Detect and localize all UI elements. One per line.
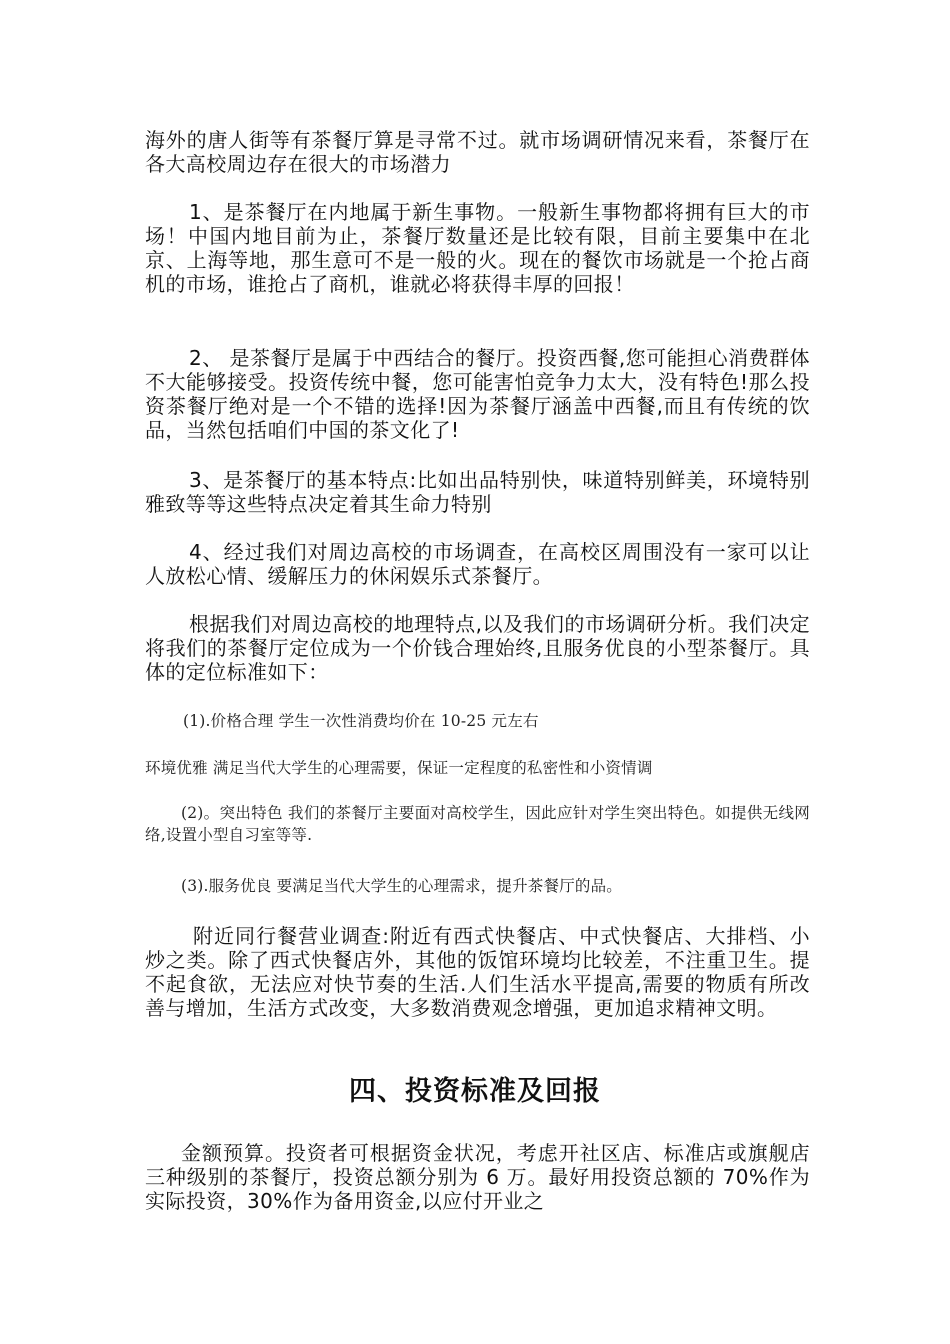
paragraph-point-3: 3、是茶餐厅的基本特点:比如出品特别快，味道特别鲜美，环境特别雅致等等这些特点决定着其生命力特别 [145,468,810,516]
paragraph-intro: 海外的唐人街等有茶餐厅算是寻常不过。就市场调研情况来看，茶餐厅在各大高校周边存在很大的市场潜力 [145,128,810,176]
paragraph-point-2: 2、 是茶餐厅是属于中西结合的餐厅。投资西餐,您可能担心消费群体不大能够接受。投资传统中餐，您可能害怕竞争力太大，没有特色!那么投资茶餐厅绝对是一个不错的选择!因为茶餐厅涵盖中西餐,而且有传统的饮品，当然包括咱们中国的茶文化了! [145,346,810,442]
standard-service: (3).服务优良 要满足当代大学生的心理需求，提升茶餐厅的品。 [181,877,623,895]
paragraph-positioning: 根据我们对周边高校的地理特点,以及我们的市场调研分析。我们决定将我们的茶餐厅定位成为一个价钱合理始终,且服务优良的小型茶餐厅。具体的定位标准如下： [145,612,810,684]
standard-feature: (2)。突出特色 我们的茶餐厅主要面对高校学生，因此应针对学生突出特色。如提供无线网络,设置小型自习室等等. [145,804,810,844]
paragraph-point-4: 4、经过我们对周边高校的市场调查，在高校区周围没有一家可以让人放松心情、缓解压力的休闲娱乐式茶餐厅。 [145,540,810,588]
paragraph-budget: 金额预算。投资者可根据资金状况，考虑开社区店、标准店或旗舰店三种级别的茶餐厅，投资总额分别为 6 万。最好用投资总额的 70%作为实际投资，30%作为备用资金,以应付开业之 [145,1141,810,1213]
standard-environment: 环境优雅 满足当代大学生的心理需要，保证一定程度的私密性和小资情调 [145,759,653,777]
paragraph-competitor-survey: 附近同行餐营业调查:附近有西式快餐店、中式快餐店、大排档、小炒之类。除了西式快餐店外，其他的饭馆环境均比较差，不注重卫生。提不起食欲，无法应对快节奏的生活.人们生活水平提高,需要的物质有所改善与增加，生活方式改变，大多数消费观念增强，更加追求精神文明。 [145,924,810,1020]
section-heading: 四、投资标准及回报 [349,1076,601,1107]
paragraph-point-1: 1、是茶餐厅在内地属于新生事物。一般新生事物都将拥有巨大的市场！中国内地目前为止，茶餐厅数量还是比较有限，目前主要集中在北京、上海等地，那生意可不是一般的火。现在的餐饮市场就是一个抢占商机的市场，谁抢占了商机，谁就必将获得丰厚的回报！ [145,200,810,296]
standard-price: (1).价格合理 学生一次性消费均价在 10-25 元左右 [183,712,539,730]
